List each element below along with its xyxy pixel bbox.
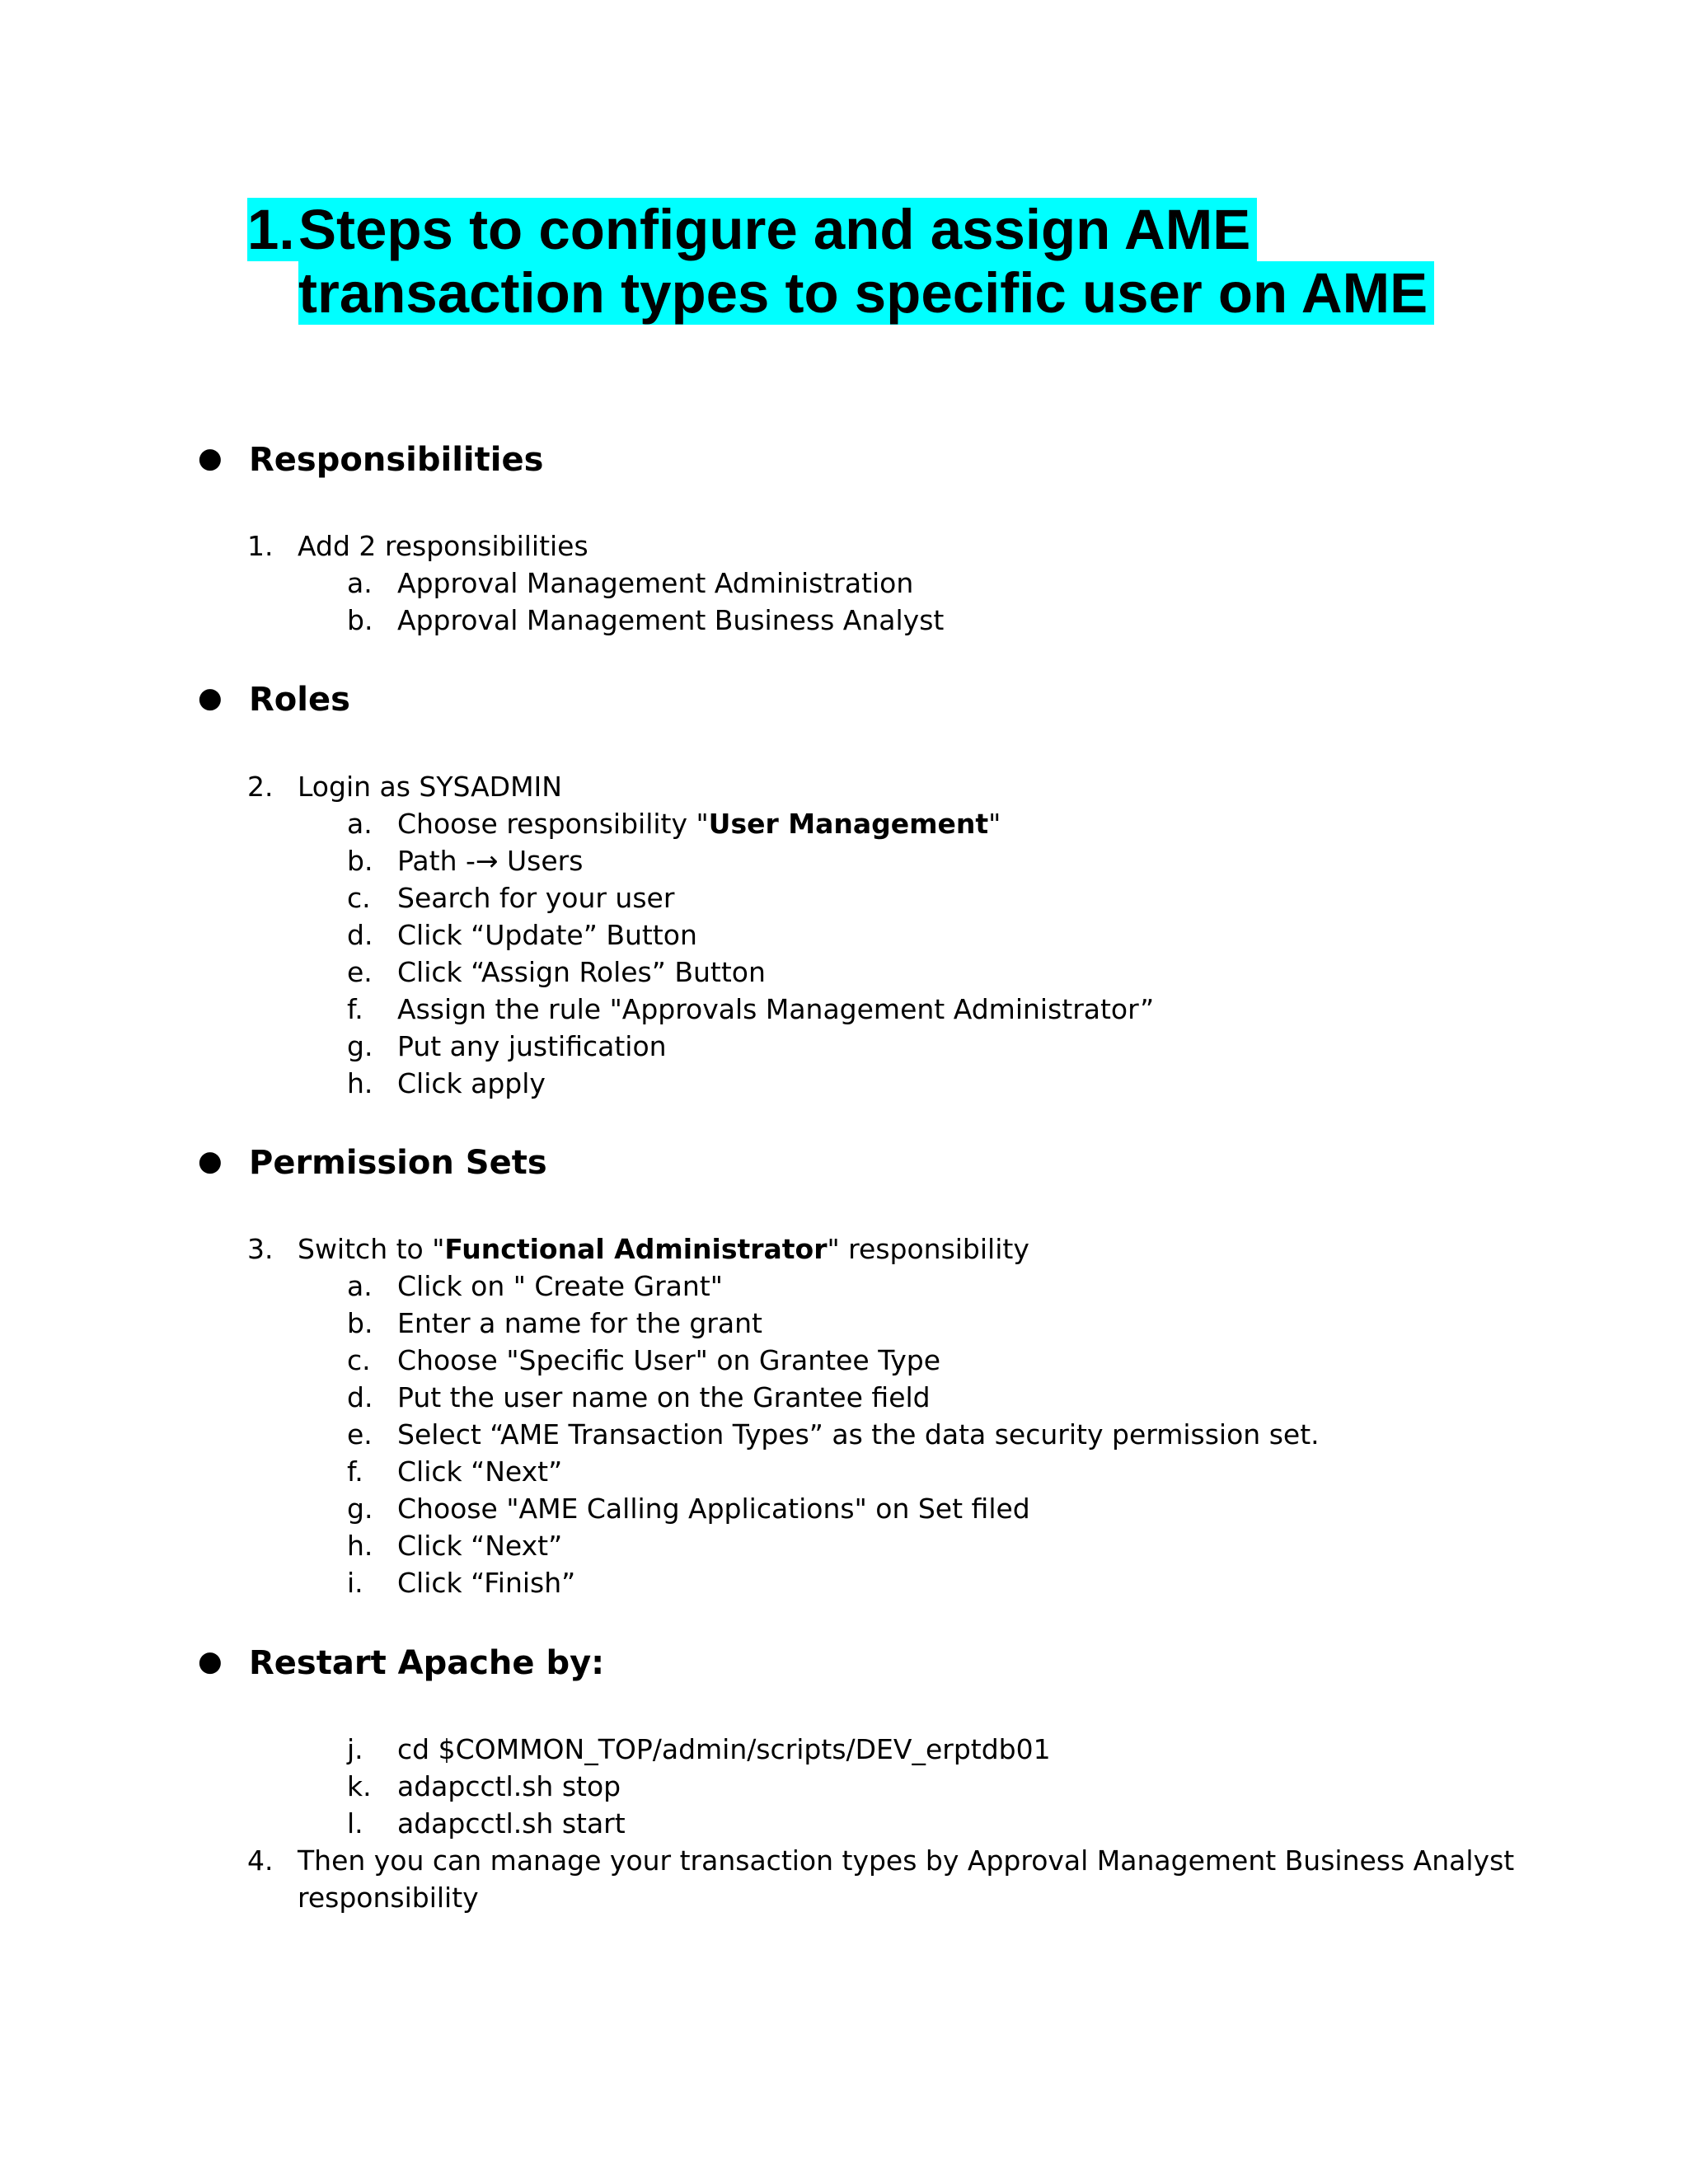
step-4: 4. Then you can manage your transaction types by Approval Management Business Analyst responsibility: [247, 1844, 1515, 1914]
list-item: e. Select “AME Transaction Types” as the data security permission set.: [347, 1418, 1320, 1451]
list-item: b. Approval Management Business Analyst: [347, 604, 945, 636]
bullet-icon: ●: [198, 1145, 223, 1178]
section-heading-responsibilities: ● Responsibilities: [198, 438, 543, 480]
bullet-icon: ●: [198, 682, 223, 715]
list-item: h. Click “Next”: [347, 1530, 563, 1562]
step-1: 1. Add 2 responsibilities: [247, 530, 588, 562]
title-number: 1.: [247, 198, 295, 261]
step-2: 2. Login as SYSADMIN: [247, 771, 562, 803]
title-text-line-2: transaction types to specific user on AME: [298, 261, 1428, 325]
title-text-line-1: Steps to configure and assign AME: [298, 198, 1251, 261]
list-item: a. Approval Management Administration: [347, 567, 914, 599]
list-item: d. Put the user name on the Grantee field: [347, 1381, 931, 1413]
list-item: c. Choose "Specific User" on Grantee Type: [347, 1344, 941, 1376]
list-item: i. Click “Finish”: [347, 1567, 576, 1599]
list-item: g. Put any justification: [347, 1030, 667, 1062]
list-item: j. cd $COMMON_TOP/admin/scripts/DEV_erptdb01: [347, 1733, 1051, 1765]
list-item: a. Choose responsibility "User Management": [347, 808, 1001, 840]
list-item: c. Search for your user: [347, 882, 675, 914]
page-title: [247, 198, 1451, 325]
list-item: b. Enter a name for the grant: [347, 1307, 762, 1339]
list-item: h. Click apply: [347, 1067, 546, 1099]
bullet-icon: ●: [198, 1645, 223, 1678]
bullet-icon: ●: [198, 442, 223, 475]
list-item: g. Choose "AME Calling Applications" on Set filed: [347, 1493, 1030, 1525]
list-item: k. adapcctl.sh stop: [347, 1770, 621, 1802]
section-heading-permission-sets: ● Permission Sets: [198, 1141, 547, 1183]
list-item: a. Click on " Create Grant": [347, 1270, 723, 1302]
list-item: b. Path -→ Users: [347, 845, 584, 877]
title-line-1: [247, 198, 1451, 261]
section-heading-roles: ● Roles: [198, 677, 350, 720]
list-item: l. adapcctl.sh start: [347, 1807, 626, 1840]
list-item: e. Click “Assign Roles” Button: [347, 956, 766, 988]
section-heading-restart-apache: ● Restart Apache by:: [198, 1641, 604, 1684]
step-3: 3. Switch to "Functional Administrator" responsibility: [247, 1233, 1029, 1265]
list-item: f. Click “Next”: [347, 1455, 563, 1488]
list-item: f. Assign the rule "Approvals Management Administrator”: [347, 993, 1155, 1025]
list-item: d. Click “Update” Button: [347, 919, 697, 951]
title-line-2: [247, 261, 1451, 325]
